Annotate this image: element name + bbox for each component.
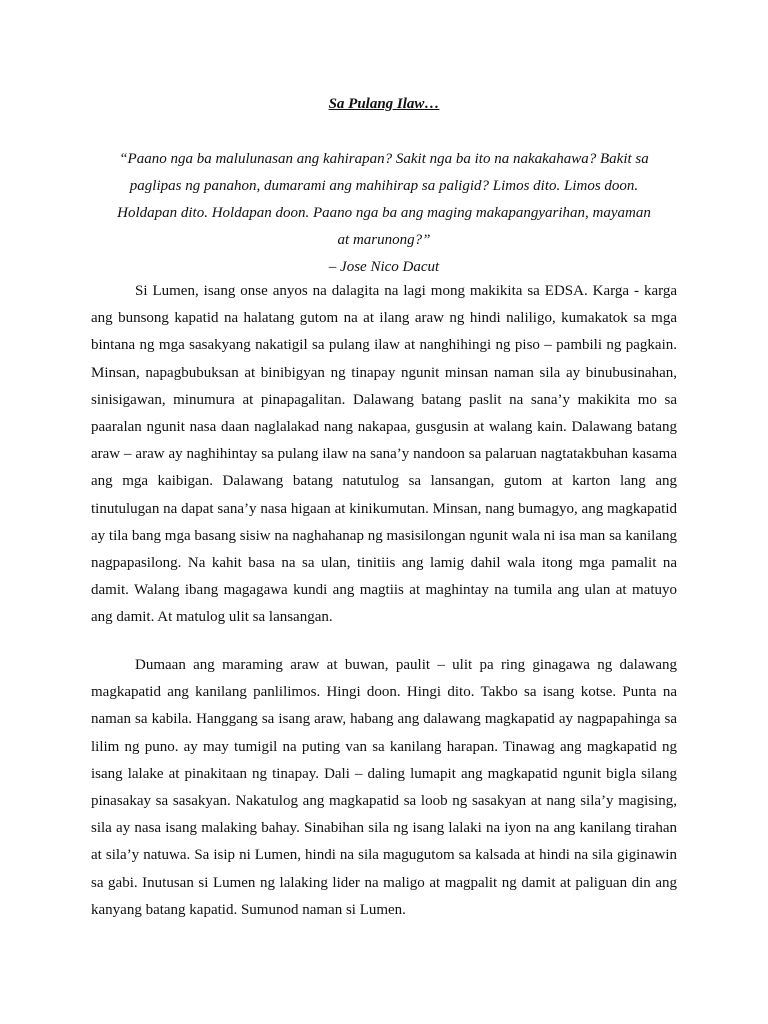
- document-title: Sa Pulang Ilaw…: [328, 96, 440, 112]
- epigraph-attribution: – Jose Nico Dacut: [328, 259, 440, 275]
- epigraph-text: “Paano nga ba malulunasan ang kahirapan? Sakit nga ba ito na nakakahawa? Bakit sa paglipas ng panahon, dumarami ang mahihirap sa paligid? Limos dito. Limos doon. Holdapan dito. Holdapan doon. Paano nga ba ang maging makapangyarihan, mayaman at marunong?”: [117, 151, 651, 248]
- epigraph: [110, 146, 658, 281]
- paragraph-1: Si Lumen, isang onse anyos na dalagita na lagi mong makikita sa EDSA. Karga - karga ang bunsong kapatid na halatang gutom na at ilang araw ng hindi naliligo, kumakatok sa mga bintana ng mga sasakyang nakatigil sa pulang ilaw at nanghihingi ng piso – pambili ng pagkain. Minsan, napagbubuksan at binibigyan ng tinapay ngunit minsan naman sila ay binubusinahan, sinisigawan, minumura at pinapagalitan. Dalawang batang paslit na sana’y makikita mo sa paaralan ngunit nasa daan naglalakad nang nakapaa, gusgusin at walang kain. Dalawang batang araw – araw ay naghihintay sa pulang ilaw na sana’y nandoon sa palaruan nagtatakbuhan kasama ang mga kaibigan. Dalawang batang natutulog sa lansangan, gutom at karton lang ang tinutulugan na dapat sana’y nasa higaan at kinikumutan. Minsan, nang bumagyo, ang magkapatid ay tila bang mga basang sisiw na naghahanap ng masisilongan ngunit wala ni isa man sa kanilang nagpapasilong. Na kahit basa na sa ulan, tinitiis ang lamig dahil wala itong mga pamalit na damit. Walang ibang magagawa kundi ang magtiis at maghintay na tumila ang ulan at matuyo ang damit. At matulog ulit sa lansangan.: [91, 283, 677, 626]
- paragraph-2: Dumaan ang maraming araw at buwan, paulit – ulit pa ring ginagawa ng dalawang magkapatid ang kanilang panlilimos. Hingi doon. Hingi dito. Takbo sa isang kotse. Punta na naman sa kabila. Hanggang sa isang araw, habang ang dalawang magkapatid ay nagpapahinga sa lilim ng puno. ay may tumigil na puting van sa kanilang harapan. Tinawag ang magkapatid ng isang lalake at pinakitaan ng tinapay. Dali – daling lumapit ang magkapatid ngunit bigla silang pinasakay sa sasakyan. Nakatulog ang magkapatid sa loob ng sasakyan at nang sila’y magising, sila ay nasa isang malaking bahay. Sinabihan sila ng isang lalaki na iyon na ang kanilang tirahan at sila’y natuwa. Sa isip ni Lumen, hindi na sila magugutom sa kalsada at hindi na sila giginawin sa gabi. Inutusan si Lumen ng lalaking lider na maligo at magpalit ng damit at paliguan din ang kanyang batang kapatid. Sumunod naman si Lumen.: [91, 657, 677, 918]
